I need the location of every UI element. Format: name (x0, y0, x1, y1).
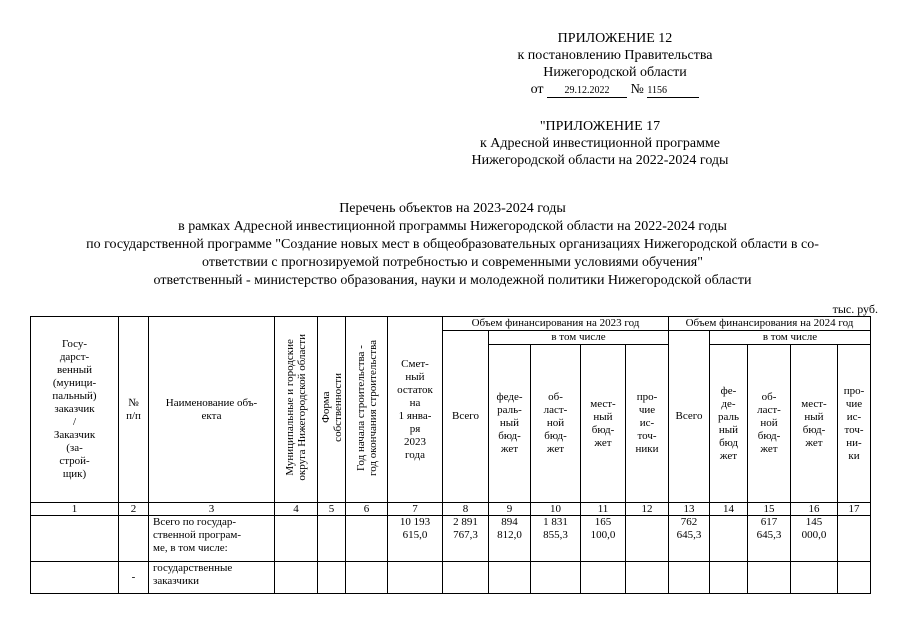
header-remaining: Смет- ный остаток на 1 янва- ря 2023 года (388, 317, 443, 503)
col-num: 2 (119, 503, 149, 516)
header-fin-2023: Объем финансирования на 2023 год (443, 317, 669, 331)
col-num: 14 (710, 503, 748, 516)
from-label: от (530, 82, 544, 97)
table-cell (626, 516, 669, 562)
header-regional-2023: об- ласт- ной бюд- жет (531, 345, 581, 503)
heading-line1: Перечень объектов на 2023-2024 годы (339, 201, 566, 216)
header-regional-2024: об- ласт- ной бюд- жет (748, 345, 791, 503)
col-num: 7 (388, 503, 443, 516)
col-num: 11 (581, 503, 626, 516)
header-years (346, 317, 388, 503)
table-cell (275, 516, 318, 562)
number-label: № (630, 82, 644, 97)
appendix2-block (440, 118, 760, 169)
header-federal-2023: феде- раль- ный бюд- жет (489, 345, 531, 503)
column-numbers-row (31, 503, 871, 516)
decree-date: 29.12.2022 (547, 85, 627, 98)
col-num: 5 (318, 503, 346, 516)
header-local-2023: мест- ный бюд- жет (581, 345, 626, 503)
appendix2-line2: Нижегородской области на 2022-2024 годы (471, 153, 729, 168)
header-customer: Госу- дарст- венный (муници- пальный) заказчик / Заказчик (за- строй- щик) (31, 317, 119, 503)
table-cell (318, 516, 346, 562)
table-cell: 10 193 615,0 (388, 516, 443, 562)
appendix2-line1: к Адресной инвестиционной программе (479, 136, 721, 151)
header-years-text: Год начала строительства - год окончания строительства (354, 339, 379, 476)
header-object-name: Наименование объ- екта (149, 317, 275, 503)
table-cell (275, 562, 318, 594)
header-other-2024: про- чие ис- точ- ни- ки (838, 345, 871, 503)
table-cell (669, 562, 710, 594)
table-cell: 145 000,0 (791, 516, 838, 562)
table-cell (710, 562, 748, 594)
table-cell (31, 562, 119, 594)
table-cell (791, 562, 838, 594)
appendix-date-line (500, 81, 730, 98)
appendix-block (500, 30, 730, 98)
table-row (31, 562, 871, 594)
table-cell (838, 562, 871, 594)
table-cell: 1 831 855,3 (531, 516, 581, 562)
table-cell (388, 562, 443, 594)
col-num: 10 (531, 503, 581, 516)
table-cell: Всего по государ- ственной програм- ме, в том числе: (149, 516, 275, 562)
table-cell: 762 645,3 (669, 516, 710, 562)
table-cell (318, 562, 346, 594)
header-number: № п/п (119, 317, 149, 503)
col-num: 16 (791, 503, 838, 516)
col-num: 13 (669, 503, 710, 516)
header-ownership (318, 317, 346, 503)
col-num: 8 (443, 503, 489, 516)
table-row (31, 516, 871, 562)
appendix2-title: "ПРИЛОЖЕНИЕ 17 (539, 119, 661, 134)
table-cell (531, 562, 581, 594)
table-cell (443, 562, 489, 594)
table-cell: 894 812,0 (489, 516, 531, 562)
header-ownership-text: Форма собственности (319, 373, 344, 442)
header-district (275, 317, 318, 503)
col-num: 9 (489, 503, 531, 516)
table-cell (581, 562, 626, 594)
col-num: 17 (838, 503, 871, 516)
table-cell (346, 562, 388, 594)
table-cell: государственные заказчики (149, 562, 275, 594)
heading-line4: ответствии с прогнозируемой потребностью и современными условиями обучения" (202, 255, 703, 270)
heading-line2: в рамках Адресной инвестиционной программы Нижегородской области на 2022-2024 годы (178, 219, 727, 234)
col-num: 3 (149, 503, 275, 516)
col-num: 4 (275, 503, 318, 516)
table-cell (346, 516, 388, 562)
col-num: 1 (31, 503, 119, 516)
appendix-line1: к постановлению Правительства (517, 48, 713, 63)
appendix-title: ПРИЛОЖЕНИЕ 12 (557, 31, 673, 46)
table-cell (119, 516, 149, 562)
objects-table (30, 316, 871, 594)
header-total-2023: Всего (443, 331, 489, 503)
table-cell (748, 562, 791, 594)
document-heading (40, 200, 865, 290)
heading-line5: ответственный - министерство образования, науки и молодежной политики Нижегородской области (153, 273, 752, 288)
table-cell (710, 516, 748, 562)
table-cell: - (119, 562, 149, 594)
table-cell (838, 516, 871, 562)
col-num: 15 (748, 503, 791, 516)
table-cell: 617 645,3 (748, 516, 791, 562)
table-cell (489, 562, 531, 594)
col-num: 12 (626, 503, 669, 516)
header-including-2023: в том числе (489, 331, 669, 345)
table-cell: 165 100,0 (581, 516, 626, 562)
header-fin-2024: Объем финансирования на 2024 год (669, 317, 871, 331)
header-federal-2024: фе- де- раль ный бюд жет (710, 345, 748, 503)
table-cell (626, 562, 669, 594)
unit-label: тыс. руб. (832, 302, 878, 316)
header-total-2024: Всего (669, 331, 710, 503)
col-num: 6 (346, 503, 388, 516)
header-local-2024: мест- ный бюд- жет (791, 345, 838, 503)
decree-number: 1156 (647, 85, 699, 98)
header-other-2023: про- чие ис- точ- ники (626, 345, 669, 503)
header-including-2024: в том числе (710, 331, 871, 345)
header-district-text: Муниципальные и городские округа Нижегородской области (284, 334, 308, 481)
table-cell: 2 891 767,3 (443, 516, 489, 562)
heading-line3: по государственной программе "Создание новых мест в общеобразовательных организациях Нижегородской области в со- (86, 237, 819, 252)
table-cell (31, 516, 119, 562)
appendix-line2: Нижегородской области (543, 65, 687, 80)
